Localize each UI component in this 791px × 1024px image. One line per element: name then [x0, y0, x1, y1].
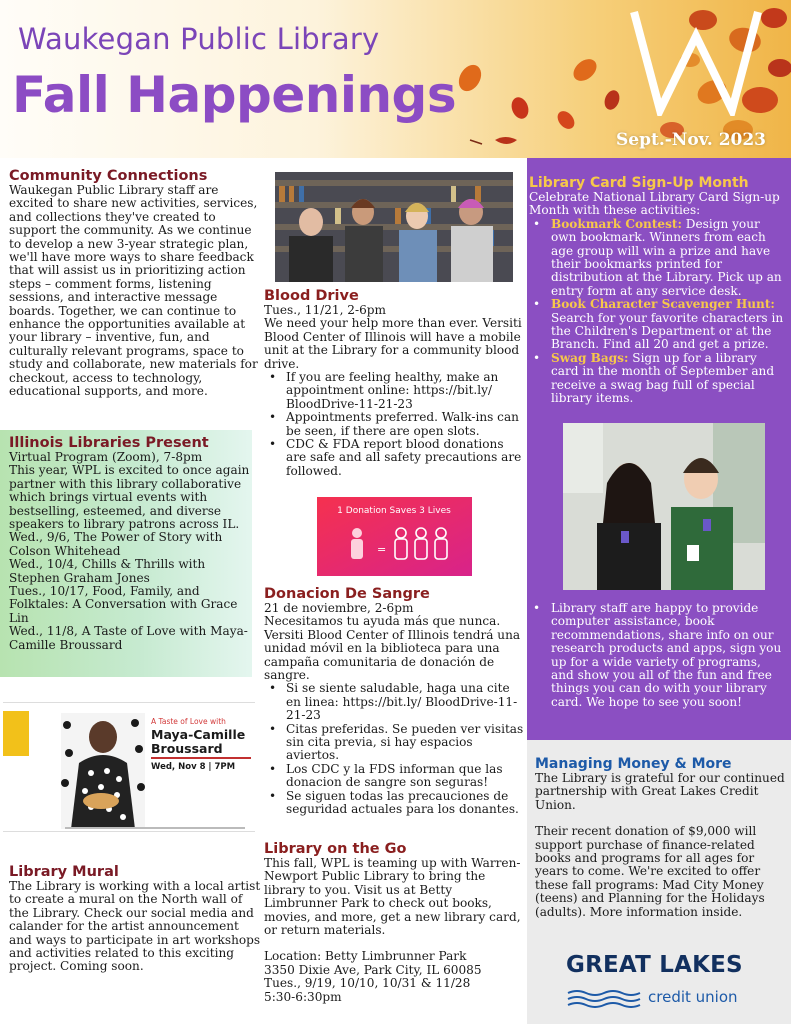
list-item: [529, 218, 787, 298]
managing-money-section: [535, 756, 785, 919]
otg-location: Location: Betty Limbrunner Park: [264, 949, 467, 964]
community-connections-section: [9, 168, 261, 399]
list-item: • Appointments preferred. Walk-ins can be seen, if there are open slots.: [264, 411, 526, 438]
money-para2: Their recent donation of $9,000 will support purchase of finance-related books and programs for all ages for years to come. We're excited to offer these fall programs: Mad City Money (teens) and Planning for the Holidays (adults). More information inside.: [535, 824, 765, 919]
activity-label: Bookmark Contest:: [551, 216, 682, 231]
donacion-section: [264, 586, 526, 817]
mural-heading: Library Mural: [9, 864, 119, 880]
promo-footer-bar: [65, 827, 245, 829]
blood-drive-list: [264, 371, 526, 478]
money-para1: The Library is grateful for our continued partnership with Great Lakes Credit Union.: [535, 771, 785, 812]
activity-label: Swag Bags:: [551, 350, 629, 365]
otg-time: 5:30-6:30pm: [264, 989, 342, 1004]
list-item: [529, 352, 787, 406]
card-intro: Celebrate National Library Card Sign-up Month with these activities:: [529, 190, 780, 218]
list-item: • Se siguen todas las precauciones de seguridad actuales para los donantes.: [264, 790, 526, 817]
community-body: Waukegan Public Library staff are excited to share new activities, services, and collections they've created to support the community. As we continue to develop a new 3-year strategic plan, we'll have more ways to share feedback that will assist us in prioritizing action steps – comment forms, listening sessions, and interactive message boards. Together, we can continue to enhance the opportunities available at your library – inventive, fun, and culturally relevant programs, space to study and collaborate, new materials for checkout, access to technology, educational supports, and more.: [9, 183, 258, 399]
great-lakes-logo-sub: credit union: [648, 988, 738, 1006]
season-dates: Sept.-Nov. 2023: [616, 130, 767, 150]
promo-author-name: Maya-Camille Broussard: [151, 727, 246, 756]
library-name: Waukegan Public Library: [18, 22, 380, 56]
blood-drive-body: We need your help more than ever. Versiti Blood Center of Illinois will have a mobile unit at the Library for a community blood drive.: [264, 316, 522, 371]
illinois-event: Tues., 10/17, Food, Family, and Folktales: A Conversation with Grace Lin: [9, 584, 238, 625]
donacion-body: Necesitamos tu ayuda más que nunca. Versiti Blood Center of Illinois tendrá una unidad móvil en la biblioteca para una campaña comunitaria de donación de sangre.: [264, 614, 521, 683]
activity-text: Design your own bookmark. Winners from each age group will win a prize and have their bookmarks printed for distribution at the Library. Pick up an entry form at any service desk.: [551, 216, 782, 298]
blood-drive-heading: Blood Drive: [264, 288, 359, 304]
activity-text: Sign up for a library card in the month of September and receive a swag bag full of special library items.: [551, 350, 775, 406]
library-staff-section: [529, 602, 787, 709]
otg-dates: Tues., 9/19, 10/10, 10/31 & 11/28: [264, 976, 471, 991]
author-portrait-icon: [61, 713, 145, 829]
blood-drive-date: Tues., 11/21, 2-6pm: [264, 303, 386, 317]
list-item: • If you are feeling healthy, make an appointment online: https://bit.ly/ BloodDrive-11-21-23: [264, 371, 526, 411]
promo-divider: [151, 757, 251, 759]
library-on-the-go-section: [264, 841, 526, 1004]
donation-saves-lives-graphic: [317, 497, 472, 576]
list-item: • CDC & FDA report blood donations are safe and all safety precautions are followed.: [264, 438, 526, 478]
library-card-section: [529, 175, 787, 406]
illinois-body: This year, WPL is excited to once again partner with this library collaborative which brings virtual events with bestselling, esteemed, and diverse speakers to library patrons across IL.: [9, 463, 250, 532]
newsletter-title: Fall Happenings: [12, 66, 457, 124]
svg-text:=: =: [377, 543, 387, 556]
blood-drive-section: [264, 288, 526, 478]
library-staff-photo: [563, 423, 765, 590]
illinois-libraries-section: [0, 430, 252, 677]
donacion-heading: Donacion De Sangre: [264, 586, 430, 602]
saves-lives-text: 1 Donation Saves 3 Lives: [337, 506, 451, 516]
illinois-heading: Illinois Libraries Present: [9, 435, 209, 451]
blood-drive-staff-photo: [275, 172, 513, 282]
donacion-date: 21 de noviembre, 2-6pm: [264, 601, 414, 615]
great-lakes-logo-name: GREAT LAKES: [566, 952, 743, 978]
promo-date: Wed, Nov 8 | 7PM: [151, 762, 236, 772]
list-item: • Citas preferidas. Se pueden ver visitas sin cita previa, si hay espacios aviertos.: [264, 723, 526, 763]
great-lakes-waves-icon: [566, 988, 644, 1008]
ilp-logo-tag: [3, 711, 29, 756]
header-banner: [0, 0, 791, 158]
otg-address: 3350 Dixie Ave, Park City, IL 60085: [264, 962, 482, 977]
community-heading: Community Connections: [9, 168, 208, 184]
illinois-program-line: Virtual Program (Zoom), 7-8pm: [9, 450, 203, 464]
activity-label: Book Character Scavenger Hunt:: [551, 297, 775, 312]
illinois-event: Wed., 9/6, The Power of Story with Colson Whitehead: [9, 530, 223, 558]
list-item: • Library staff are happy to provide computer assistance, book recommendations, share info on our research products and apps, sign you up for a wide variety of programs, and show you all of the fun and free things you can do with your library card. We hope to see you soon!: [529, 602, 787, 709]
mural-body: The Library is working with a local artist to create a mural on the North wall of the Library. Check our social media and calander for the artist announcement and ways to participate in art workshops and activities related to this exciting project. Coming soon.: [9, 879, 261, 974]
card-heading: Library Card Sign-Up Month: [529, 175, 749, 191]
promo-tagline: A Taste of Love with: [151, 717, 226, 726]
card-activity-list: [529, 218, 787, 406]
author-promo-image: [3, 702, 255, 832]
list-item: • Si se siente saludable, haga una cite en linea: https://bit.ly/ BloodDrive-11-21-23: [264, 682, 526, 722]
library-mural-section: [9, 864, 261, 974]
money-heading: Managing Money & More: [535, 756, 732, 772]
donacion-list: [264, 682, 526, 816]
illinois-event: Wed., 11/8, A Taste of Love with Maya-Camille Broussard: [9, 624, 248, 652]
activity-text: Search for your favorite characters in the Children's Department or at the Branch. Find all 20 and get a prize.: [551, 310, 784, 352]
list-item: • Los CDC y la FDS informan que las donacion de sangre son seguras!: [264, 763, 526, 790]
otg-body: This fall, WPL is teaming up with Warren-Newport Public Library to bring the library to you. Visit us at Betty Limbrunner Park to check out books, movies, and more, get a new library card, or return materials.: [264, 856, 521, 938]
w-logo-icon: [630, 8, 762, 116]
illinois-event: Wed., 10/4, Chills & Thrills with Stephen Graham Jones: [9, 557, 206, 585]
otg-heading: Library on the Go: [264, 841, 407, 857]
list-item: [529, 298, 787, 352]
